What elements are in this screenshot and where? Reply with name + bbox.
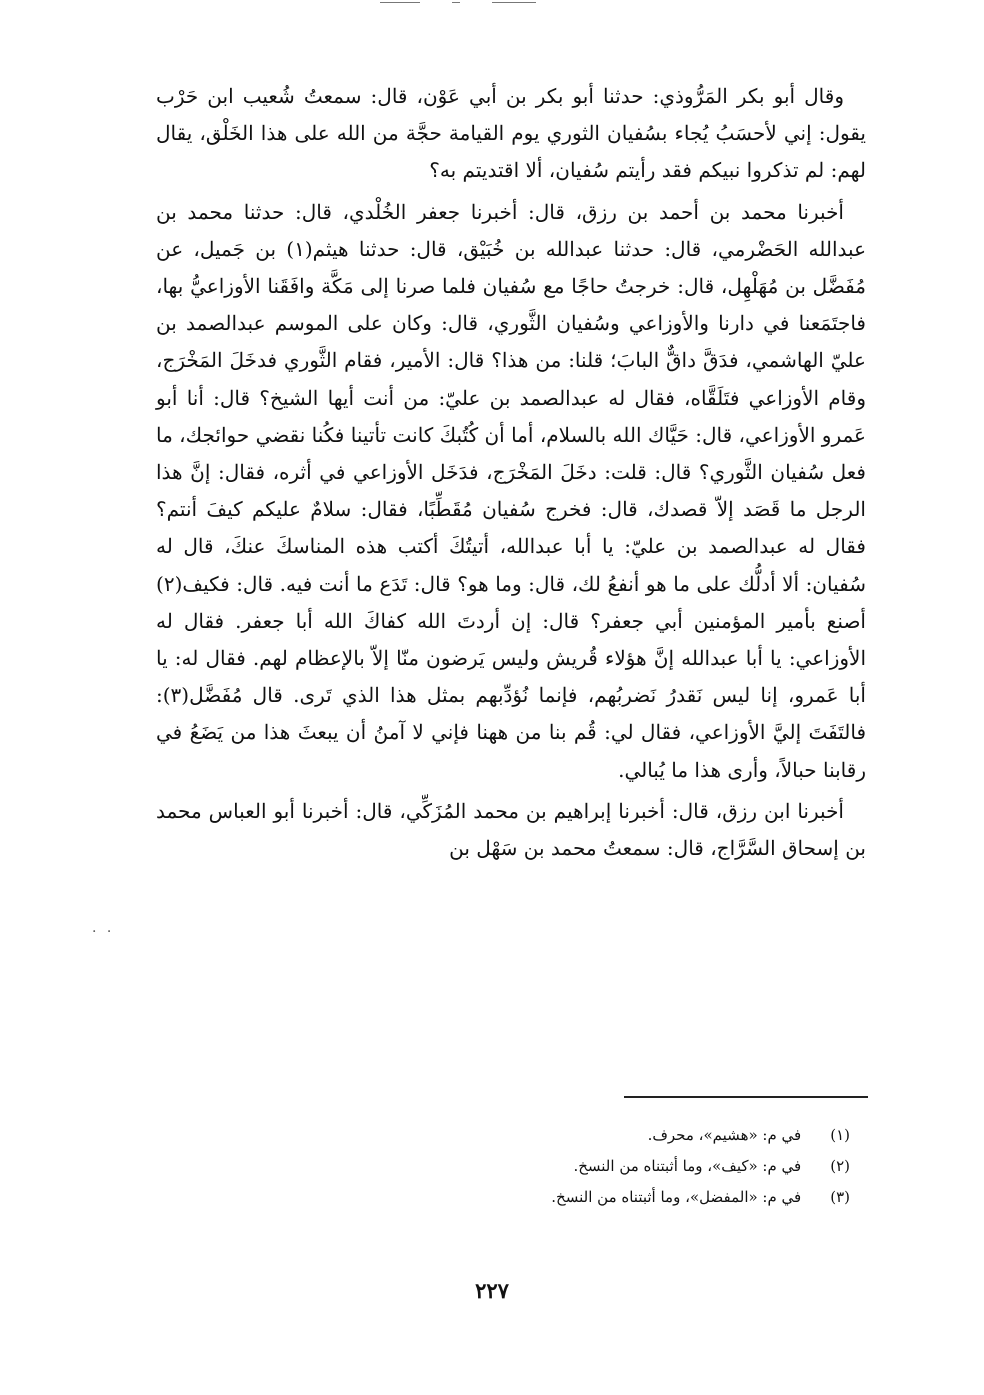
footnote-2 bbox=[400, 1151, 850, 1182]
footnote-text: في م: «كيف»، وما أثبتناه من النسخ. bbox=[573, 1157, 802, 1175]
footnote-number: (٣) bbox=[830, 1188, 850, 1206]
footnotes bbox=[400, 1120, 850, 1213]
page-number: ٢٢٧ bbox=[475, 1278, 509, 1303]
footnote-text: في م: «المفضل»، وما أثبتناه من النسخ. bbox=[551, 1188, 802, 1206]
main-text bbox=[156, 78, 866, 867]
paragraph-1: وقال أبو بكر المَرُّوذي: حدثنا أبو بكر بن أبي عَوْن، قال: سمعتُ شُعيب ابن حَرْب يقول: إني لأحسَبُ يُجاء بسُفيان الثوري يوم القيامة حجَّة من الله على هذا الخَلْق، يقال لهم: لم تذكروا نبيكم فقد رأيتم سُفيان، ألا اقتديتم به؟ bbox=[156, 84, 866, 183]
paragraph-2: أخبرنا محمد بن أحمد بن رزق، قال: أخبرنا جعفر الخُلْدي، قال: حدثنا محمد بن عبدالله الحَضْرمي، قال: حدثنا عبدالله بن خُبَيْق، قال: حدثنا هيثم(١) بن جَميل، عن مُفَضَّل بن مُهَلْهِل، قال: خرجتُ حاجًا مع سُفيان فلما صرنا إلى مَكَّة وافَقَنا الأوزاعيُّ بها، فاجتَمَعنا في دارنا والأوزاعي وسُفيان الثَّوري، قال: وكان على الموسم عبدالصمد بن عليّ الهاشمي، فدَقَّ داقٌّ البابَ؛ قلنا: من هذا؟ قال: الأمير، فقام الثَّوري فدخَلَ المَخْرَج، وقام الأوزاعي فتَلَقَّاه، فقال له عبدالصمد بن عليّ: من أنت أيها الشيخ؟ قال: أنا أبو عَمرو الأوزاعي، قال: حَيَّاك الله بالسلام، أما أن كُتُبكَ كانت تأتينا فكُنا نقضي حوائجك، ما فعل سُفيان الثَّوري؟ قال: قلت: دخَلَ المَخْرَج، فدَخَل الأوزاعي في أثره، فقال: إنَّ هذا الرجل ما قَصَد إلاّ قصدك، قال: فخرج سُفيان مُقَطِّبًا، فقال: سلامٌ عليكم كيفَ أنتم؟ فقال له عبدالصمد بن عليّ: يا أبا عبدالله، أتيتُكَ أكتب هذه المناسكَ عنكَ، قال له سُفيان: ألا أدلُّك على ما هو أنفعُ لك، قال: وما هو؟ قال: تَدَع ما أنت فيه. قال: فكيف(٢) أصنع بأمير المؤمنين أبي جعفر؟ قال: إن أردتَ الله كفاكَ الله أبا جعفر. فقال له الأوزاعي: يا أبا عبدالله إنَّ هؤلاء قُريش وليس يَرضون منّا إلاّ بالإعظام لهم. فقال له: يا أبا عَمرو، إنا ليس نَقدرُ نَضربُهم، فإنما نُؤدِّبهم بمثل هذا الذي تَرى. قال مُفَضَّل(٣): فالتَفَتَ إليَّ الأوزاعي، فقال لي: قُم بنا من ههنا فإني لا آمنُ أن يبعثَ هذا من يَضَعُ في رقابنا حبالاً، وأرى هذا ما يُبالي. bbox=[156, 199, 867, 782]
paragraph-3: أخبرنا ابن رزق، قال: أخبرنا إبراهيم بن محمد المُزَكِّي، قال: أخبرنا أبو العباس محمد بن إسحاق السَّرَّاج، قال: سمعتُ محمد بن سَهْل بن bbox=[156, 798, 866, 861]
footnote-text: في م: «هشيم»، محرف. bbox=[647, 1126, 802, 1144]
scan-edge-marks bbox=[380, 0, 540, 6]
footnote-number: (١) bbox=[830, 1126, 850, 1144]
footnote-3 bbox=[400, 1182, 850, 1213]
margin-mark: · · bbox=[92, 924, 115, 940]
footnote-1 bbox=[400, 1120, 850, 1151]
footnote-number: (٢) bbox=[830, 1157, 850, 1175]
footnote-separator bbox=[624, 1096, 868, 1098]
